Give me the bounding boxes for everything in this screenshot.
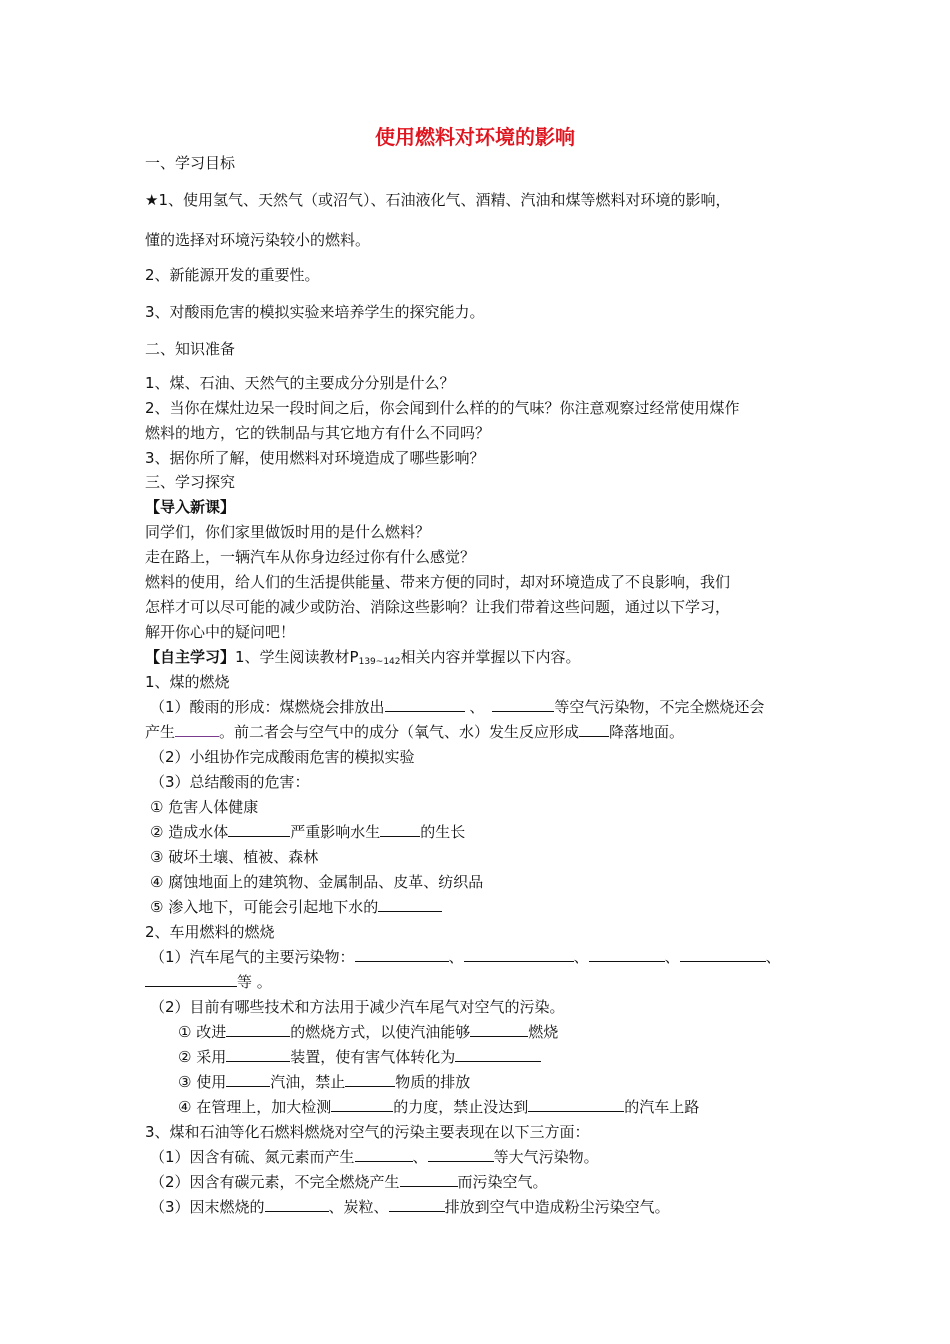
intro-tag: 【导入新课】 xyxy=(145,498,236,516)
method-1-text-c: 燃烧 xyxy=(528,1023,559,1041)
fossil-heading: 3、煤和石油等化石燃料燃烧对空气的污染主要表现在以下三方面： xyxy=(145,1123,590,1141)
acid-rain-harm-heading: （3）总结酸雨的危害： xyxy=(150,773,310,791)
fill-blank[interactable] xyxy=(355,1147,413,1162)
fossil-2-text-b: 而污染空气。 xyxy=(457,1173,548,1191)
fossil-1-text-c: 等大气污染物。 xyxy=(493,1148,599,1166)
fill-blank[interactable] xyxy=(470,1022,528,1037)
fill-blank[interactable] xyxy=(385,697,465,712)
prep-question-1: 1、煤、石油、天然气的主要成分分别是什么？ xyxy=(145,374,455,392)
goal-3: 3、对酸雨危害的模拟实验来培养学生的探究能力。 xyxy=(145,303,485,321)
acid-rain-text-f: 降落地面。 xyxy=(609,723,685,741)
methods-heading: （2）目前有哪些技术和方法用于减少汽车尾气对空气的污染。 xyxy=(150,998,565,1016)
harm-2 xyxy=(150,822,465,842)
fill-blank[interactable] xyxy=(355,947,449,962)
method-4-text-a: ④ 在管理上，加大检测 xyxy=(178,1098,332,1116)
fill-blank[interactable] xyxy=(528,1097,624,1112)
fossil-1 xyxy=(150,1147,599,1167)
fill-blank[interactable] xyxy=(331,1097,393,1112)
acid-rain-text-b: 、 xyxy=(464,698,485,716)
method-2-text-a: ② 采用 xyxy=(178,1048,227,1066)
exhaust-line-1 xyxy=(150,947,781,967)
method-1-text-b: 的燃烧方式，以使汽油能够 xyxy=(290,1023,471,1041)
fossil-3-text-c: 排放到空气中造成粉尘污染空气。 xyxy=(444,1198,670,1216)
goal-1-line-1: ★1、使用氢气、天然气（或沼气）、石油液化气、酒精、汽油和煤等燃料对环境的影响， xyxy=(145,191,731,209)
intro-line-5: 解开你心中的疑问吧！ xyxy=(145,623,296,641)
prep-question-3: 3、据你所了解，使用燃料对环境造成了哪些影响？ xyxy=(145,449,485,467)
self-study-page-range: 139~142 xyxy=(358,657,401,667)
method-3-text-c: 物质的排放 xyxy=(395,1073,471,1091)
acid-rain-text-e: 。前二者会与空气中的成分（氧气、水）发生反应形成 xyxy=(219,723,580,741)
fill-blank[interactable] xyxy=(389,1197,445,1212)
fill-blank[interactable] xyxy=(455,1047,541,1062)
method-3 xyxy=(178,1072,470,1092)
exhaust-text: （1）汽车尾气的主要污染物： xyxy=(150,948,355,966)
intro-line-4: 怎样才可以尽可能的减少或防治、消除这些影响？让我们带着这些问题，通过以下学习， xyxy=(145,598,731,616)
fill-blank[interactable] xyxy=(680,947,766,962)
goal-1-line-2: 懂的选择对环境污染较小的燃料。 xyxy=(145,231,371,249)
method-3-text-a: ③ 使用 xyxy=(178,1073,227,1091)
coal-heading: 1、煤的燃烧 xyxy=(145,673,230,691)
harm-3: ③ 破坏土壤、植被、森林 xyxy=(150,848,319,866)
method-1 xyxy=(178,1022,558,1042)
goal-2: 2、新能源开发的重要性。 xyxy=(145,266,320,284)
method-4-text-c: 的汽车上路 xyxy=(624,1098,700,1116)
separator: 、 xyxy=(448,948,464,966)
fill-blank[interactable] xyxy=(378,897,442,912)
car-heading: 2、车用燃料的燃烧 xyxy=(145,923,275,941)
intro-line-1: 同学们，你们家里做饭时用的是什么燃料？ xyxy=(145,523,431,541)
method-2 xyxy=(178,1047,541,1067)
intro-line-3: 燃料的使用，给人们的生活提供能量、带来方便的同时，却对环境造成了不良影响，我们 xyxy=(145,573,731,591)
fossil-3-text-b: 、炭粒、 xyxy=(328,1198,389,1216)
fossil-3 xyxy=(150,1197,670,1217)
harm-5-text-a: ⑤ 渗入地下，可能会引起地下水的 xyxy=(150,898,379,916)
fill-blank[interactable] xyxy=(226,1072,270,1087)
prep-question-2-line-2: 燃料的地方，它的铁制品与其它地方有什么不同吗？ xyxy=(145,424,491,442)
harm-5 xyxy=(150,897,442,917)
harm-4: ④ 腐蚀地面上的建筑物、金属制品、皮革、纺织品 xyxy=(150,873,484,891)
acid-rain-experiment: （2）小组协作完成酸雨危害的模拟实验 xyxy=(150,748,415,766)
intro-line-2: 走在路上，一辆汽车从你身边经过你有什么感觉？ xyxy=(145,548,476,566)
fossil-2 xyxy=(150,1172,548,1192)
fill-blank[interactable] xyxy=(579,722,609,737)
self-study-text-a: 1、学生阅读教材P xyxy=(235,648,359,666)
fossil-1-text-a: （1）因含有硫、氮元素而产生 xyxy=(150,1148,355,1166)
exhaust-line-2 xyxy=(145,972,272,992)
acid-rain-text-a: （1）酸雨的形成：煤燃烧会排放出 xyxy=(150,698,385,716)
separator: 、 xyxy=(573,948,589,966)
harm-2-text-b: 严重影响水生 xyxy=(290,823,381,841)
section-heading-goals: 一、学习目标 xyxy=(145,154,236,172)
fill-blank[interactable] xyxy=(428,1147,494,1162)
fill-blank[interactable] xyxy=(492,697,554,712)
fill-blank[interactable] xyxy=(400,1172,458,1187)
fill-blank[interactable] xyxy=(380,822,420,837)
self-study-text-b: 相关内容并掌握以下内容。 xyxy=(400,648,581,666)
self-study-line xyxy=(145,647,581,672)
section-heading-exploration: 三、学习探究 xyxy=(145,473,236,491)
method-1-text-a: ① 改进 xyxy=(178,1023,227,1041)
separator: 、 xyxy=(765,948,781,966)
fill-blank[interactable] xyxy=(226,1022,290,1037)
page-title: 使用燃料对环境的影响 xyxy=(375,125,575,149)
method-4 xyxy=(178,1097,699,1117)
self-study-tag: 【自主学习】 xyxy=(145,648,236,666)
fill-blank[interactable] xyxy=(345,1072,395,1087)
acid-rain-text-c: 等空气污染物，不完全燃烧还会 xyxy=(554,698,765,716)
harm-2-text-c: 的生长 xyxy=(420,823,466,841)
fill-blank[interactable] xyxy=(464,947,574,962)
fossil-3-text-a: （3）因末燃烧的 xyxy=(150,1198,265,1216)
harm-1: ① 危害人体健康 xyxy=(150,798,259,816)
acid-rain-line-2 xyxy=(145,722,684,742)
harm-2-text-a: ② 造成水体 xyxy=(150,823,229,841)
fill-blank[interactable] xyxy=(175,722,219,737)
section-heading-preparation: 二、知识准备 xyxy=(145,340,236,358)
fill-blank[interactable] xyxy=(145,972,237,987)
fossil-2-text-a: （2）因含有碳元素，不完全燃烧产生 xyxy=(150,1173,400,1191)
method-2-text-b: 装置，使有害气体转化为 xyxy=(290,1048,456,1066)
fill-blank[interactable] xyxy=(228,822,290,837)
fill-blank[interactable] xyxy=(265,1197,329,1212)
method-3-text-b: 汽油，禁止 xyxy=(270,1073,346,1091)
prep-question-2-line-1: 2、当你在煤灶边呆一段时间之后，你会闻到什么样的的气味？你注意观察过经常使用煤作 xyxy=(145,399,740,417)
acid-rain-text-d: 产生 xyxy=(145,723,176,741)
acid-rain-line-1 xyxy=(150,697,764,717)
exhaust-end: 等 。 xyxy=(237,973,272,991)
fill-blank[interactable] xyxy=(226,1047,290,1062)
fossil-1-text-b: 、 xyxy=(412,1148,428,1166)
separator: 、 xyxy=(664,948,680,966)
fill-blank[interactable] xyxy=(589,947,665,962)
method-4-text-b: 的力度，禁止没达到 xyxy=(393,1098,529,1116)
